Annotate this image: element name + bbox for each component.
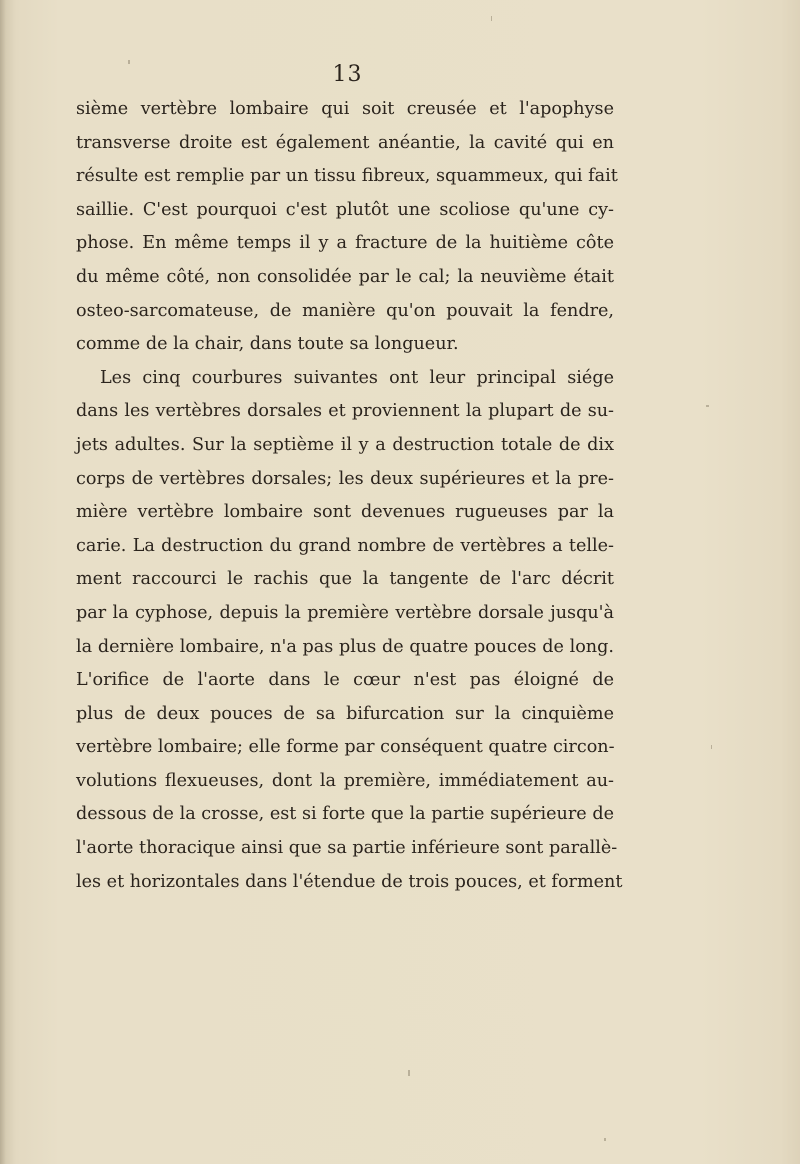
paper-speck	[408, 1070, 410, 1076]
paper-speck	[604, 1138, 606, 1141]
text-line: corps de vertèbres dorsales; les deux supérieures et la pre-	[76, 468, 614, 489]
paragraph-end-line: comme de la chair, dans toute sa longueur.	[76, 334, 459, 355]
text-line: saillie. C'est pourquoi c'est plutôt une scoliose qu'une cy-	[76, 199, 614, 220]
text-line: dessous de la crosse, est si forte que la partie supérieure de	[76, 804, 614, 825]
paper-speck	[706, 405, 709, 407]
text-line: l'aorte thoracique ainsi que sa partie inférieure sont parallè-	[76, 838, 618, 859]
text-line: les et horizontales dans l'étendue de trois pouces, et forment	[76, 871, 623, 892]
text-line: transverse droite est également anéantie, la cavité qui en	[76, 132, 614, 153]
text-line: osteo-sarcomateuse, de manière qu'on pouvait la fendre,	[76, 300, 614, 321]
text-line: phose. En même temps il y a fracture de la huitième côte	[76, 233, 614, 254]
text-line: ment raccourci le rachis que la tangente de l'arc décrit	[76, 569, 614, 590]
text-line: carie. La destruction du grand nombre de vertèbres a telle-	[76, 535, 614, 556]
text-line: dans les vertèbres dorsales et proviennent la plupart de su-	[76, 401, 614, 422]
text-line: la dernière lombaire, n'a pas plus de quatre pouces de long.	[76, 636, 614, 657]
paper-speck	[128, 60, 130, 64]
text-line: jets adultes. Sur la septième il y a destruction totale de dix	[76, 434, 614, 455]
text-line: plus de deux pouces de sa bifurcation sur la cinquième	[76, 703, 614, 724]
body-text	[76, 93, 623, 899]
text-line: vertèbre lombaire; elle forme par conséquent quatre circon-	[76, 737, 615, 758]
text-line: volutions flexueuses, dont la première, immédiatement au-	[76, 770, 614, 791]
text-line: du même côté, non consolidée par le cal; la neuvième était	[76, 266, 614, 287]
paper-speck	[491, 16, 492, 21]
paper-speck	[711, 745, 712, 749]
text-line: mière vertèbre lombaire sont devenues rugueuses par la	[76, 502, 614, 523]
paragraph-start-line: Les cinq courbures suivantes ont leur principal siége	[100, 367, 614, 388]
text-line: résulte est remplie par un tissu fibreux, squammeux, qui fait	[76, 166, 618, 187]
text-line: sième vertèbre lombaire qui soit creusée et l'apophyse	[76, 99, 614, 119]
page-number: 13	[332, 62, 363, 87]
text-line: par la cyphose, depuis la première vertèbre dorsale jusqu'à	[76, 602, 614, 623]
text-line: L'orifice de l'aorte dans le cœur n'est pas éloigné de	[76, 670, 614, 691]
